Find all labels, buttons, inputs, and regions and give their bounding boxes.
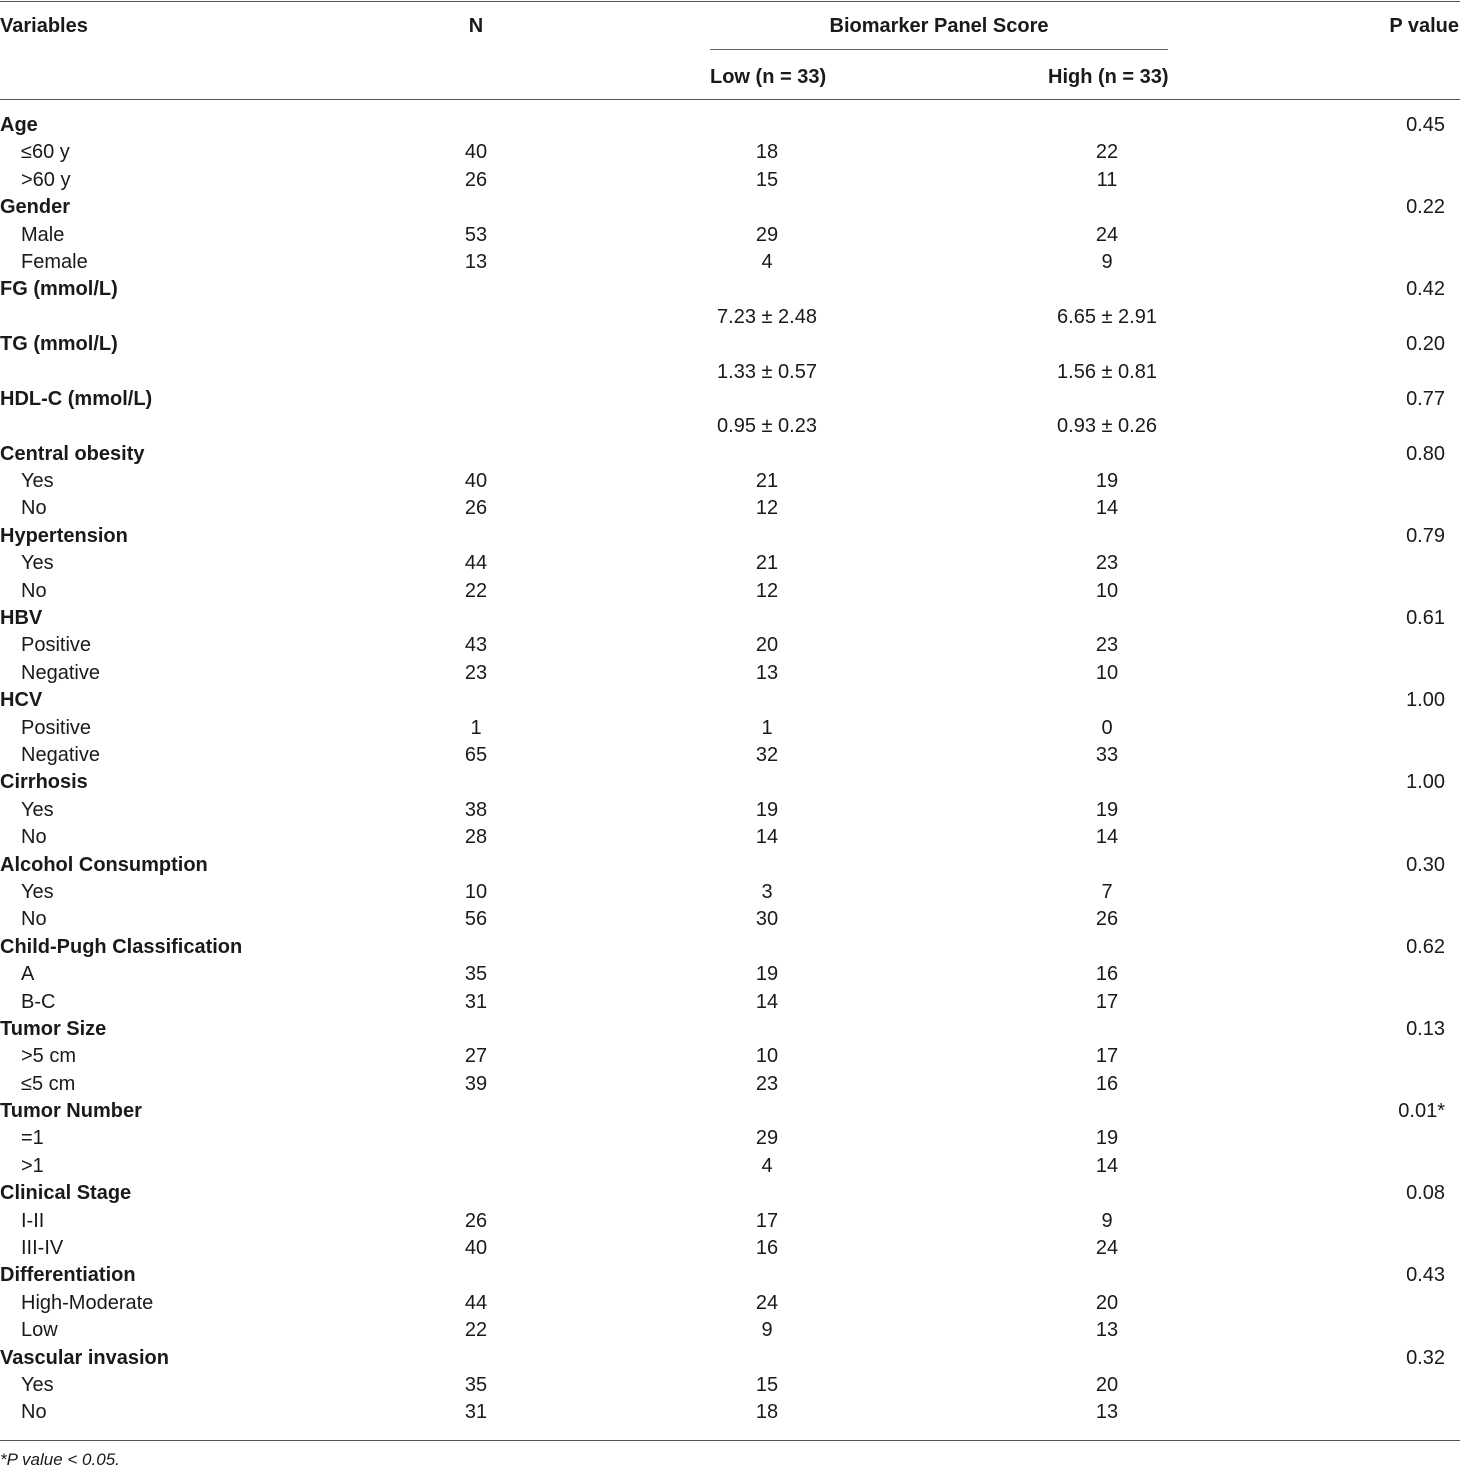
row-low: 12 [755,497,779,520]
row-high: 24 [1095,1237,1119,1260]
row-n: 38 [464,798,488,821]
row-n: 44 [464,552,488,575]
row-label: Yes [21,880,54,903]
table-row [0,578,1460,605]
row-p-value: 0.13 [1406,1017,1445,1040]
table-group-row [0,1345,1460,1372]
row-p-value: 0.80 [1406,442,1445,465]
row-label: I-II [21,1209,45,1232]
row-high: 11 [1096,168,1118,191]
row-label: Child-Pugh Classification [0,935,243,958]
row-label: Tumor Number [0,1100,142,1123]
row-high: 33 [1095,743,1119,766]
table-row [0,413,1460,440]
row-p-value: 0.43 [1406,1264,1445,1287]
row-label: Low [21,1319,58,1342]
row-high: 24 [1095,223,1119,246]
table-row [0,1317,1460,1344]
row-low: 24 [755,1291,779,1314]
table-row [0,495,1460,522]
row-low: 4 [761,250,773,273]
row-label: No [21,1401,47,1424]
row-low: 30 [755,908,779,931]
row-low: 19 [755,798,779,821]
table-row [0,1290,1460,1317]
row-high: 14 [1095,1154,1119,1177]
row-p-value: 0.42 [1406,278,1445,301]
row-high: 13 [1095,1319,1119,1342]
row-high: 0.93 ± 0.26 [1057,415,1157,438]
row-n: 26 [464,497,488,520]
row-low: 14 [755,990,779,1013]
row-label: Alcohol Consumption [0,853,208,876]
row-n: 23 [464,661,488,684]
table-group-row [0,276,1460,303]
row-p-value: 0.45 [1406,114,1445,136]
table-top-rule [0,1,1460,2]
row-high: 17 [1095,990,1119,1013]
row-low: 18 [755,141,779,164]
row-label: Yes [21,470,54,493]
row-label: Cirrhosis [0,771,88,794]
row-low: 1.33 ± 0.57 [717,360,817,383]
row-high: 19 [1095,470,1119,493]
row-low: 3 [761,880,773,903]
table-row [0,222,1460,249]
row-low: 14 [755,826,779,849]
row-label: No [21,579,47,602]
row-n: 10 [464,880,488,903]
row-p-value: 0.79 [1406,524,1445,547]
table-row [0,167,1460,194]
table-group-row [0,441,1460,468]
table-row [0,139,1460,166]
row-high: 17 [1095,1045,1119,1068]
row-n: 35 [464,963,488,986]
table-footnote: *P value < 0.05. [0,1450,120,1469]
row-low: 1 [761,716,773,739]
header-span-rule [710,49,1168,50]
row-label: B-C [21,990,56,1013]
row-low: 13 [755,661,779,684]
row-label: Gender [0,196,71,219]
row-p-value: 0.30 [1406,853,1445,876]
row-high: 10 [1095,579,1119,602]
row-high: 26 [1095,908,1119,931]
header-high: High (n = 33) [1048,66,1169,88]
row-n: 40 [464,470,488,493]
row-low: 0.95 ± 0.23 [717,415,817,438]
table-row [0,1399,1460,1426]
row-p-value: 0.20 [1406,333,1445,356]
table-row [0,632,1460,659]
row-label: Yes [21,552,54,575]
header-variables: Variables [0,15,88,37]
row-label: Negative [21,743,100,766]
row-n: 44 [464,1291,488,1314]
row-n: 22 [464,1319,488,1342]
row-label: HBV [0,607,43,630]
row-p-value: 0.61 [1406,607,1445,630]
table-row [0,824,1460,851]
table-group-row [0,605,1460,632]
table-row [0,249,1460,276]
table-group-row [0,1180,1460,1207]
row-high: 6.65 ± 2.91 [1057,305,1157,328]
row-n: 65 [464,743,488,766]
table-row [0,1043,1460,1070]
row-label: >5 cm [21,1045,77,1068]
table-row [0,742,1460,769]
row-label: Central obesity [0,442,145,465]
row-low: 15 [755,1373,779,1396]
row-label: HDL-C (mmol/L) [0,387,153,410]
row-low: 29 [755,223,779,246]
row-n: 40 [464,1237,488,1260]
row-low: 21 [755,470,779,493]
row-p-value: 0.32 [1406,1346,1445,1369]
row-high: 22 [1095,141,1119,164]
table-group-row [0,687,1460,714]
table-group-row [0,769,1460,796]
row-label: High-Moderate [21,1291,154,1314]
table-row [0,961,1460,988]
row-label: ≤5 cm [21,1072,76,1095]
row-low: 15 [755,168,779,191]
row-label: Positive [21,716,92,739]
row-label: III-IV [21,1237,64,1260]
row-low: 7.23 ± 2.48 [717,305,817,328]
row-label: Hypertension [0,524,128,547]
row-high: 9 [1101,250,1113,273]
row-high: 14 [1095,497,1119,520]
header-low: Low (n = 33) [710,66,827,88]
table-row [0,304,1460,331]
table-row [0,879,1460,906]
header-n: N [468,15,484,37]
row-low: 12 [755,579,779,602]
row-n: 35 [464,1373,488,1396]
row-label: Male [21,223,65,246]
table-row [0,1125,1460,1152]
table-row [0,715,1460,742]
row-high: 20 [1095,1373,1119,1396]
table-group-row [0,934,1460,961]
row-low: 16 [755,1237,779,1260]
table-group-row [0,112,1460,139]
table-row [0,1235,1460,1262]
row-n: 26 [464,168,488,191]
row-high: 1.56 ± 0.81 [1057,360,1157,383]
row-high: 23 [1095,634,1119,657]
table-row [0,906,1460,933]
table-group-row [0,523,1460,550]
row-low: 29 [755,1127,779,1150]
table-row [0,550,1460,577]
row-high: 13 [1095,1401,1119,1424]
row-p-value: 1.00 [1406,689,1445,712]
table-row [0,1208,1460,1235]
row-high: 10 [1095,661,1119,684]
table-row [0,797,1460,824]
row-label: HCV [0,689,43,712]
row-low: 19 [755,963,779,986]
row-p-value: 0.77 [1406,387,1445,410]
row-p-value: 0.01* [1398,1100,1445,1123]
header-p-value: P value [1389,15,1459,37]
row-label: No [21,826,47,849]
row-low: 32 [755,743,779,766]
row-label: Yes [21,798,54,821]
row-label: Age [0,114,38,136]
row-label: No [21,908,47,931]
row-high: 16 [1095,963,1119,986]
row-label: Vascular invasion [0,1346,169,1369]
row-high: 19 [1095,798,1119,821]
row-label: >60 y [21,168,71,191]
row-n: 53 [464,223,488,246]
table-group-row [0,1262,1460,1289]
table-group-row [0,852,1460,879]
row-n: 13 [464,250,488,273]
row-label: FG (mmol/L) [0,278,118,301]
row-p-value: 0.22 [1406,196,1445,219]
table-bottom-rule [0,1440,1460,1441]
row-low: 9 [761,1319,773,1342]
row-label: Positive [21,634,92,657]
row-label: Differentiation [0,1264,136,1287]
row-n: 43 [464,634,488,657]
table-header-rule [0,99,1460,100]
row-low: 20 [755,634,779,657]
row-n: 39 [464,1072,488,1095]
row-n: 40 [464,141,488,164]
row-high: 16 [1095,1072,1119,1095]
row-label: >1 [21,1154,44,1177]
row-label: Female [21,250,88,273]
row-n: 31 [464,1401,488,1424]
row-label: Negative [21,661,100,684]
row-p-value: 0.62 [1406,935,1445,958]
row-label: A [21,963,35,986]
row-n: 31 [464,990,488,1013]
row-label: ≤60 y [21,141,70,164]
row-label: TG (mmol/L) [0,333,118,356]
header-biomarker-panel-score: Biomarker Panel Score [829,15,1049,37]
row-p-value: 1.00 [1406,771,1445,794]
table-group-row [0,331,1460,358]
table-group-row [0,1098,1460,1125]
row-label: Clinical Stage [0,1182,132,1205]
table-row [0,1372,1460,1399]
row-label: Yes [21,1373,54,1396]
table-group-row [0,1016,1460,1043]
row-n: 56 [464,908,488,931]
row-n: 26 [464,1209,488,1232]
row-high: 14 [1095,826,1119,849]
table-body [0,112,1460,1427]
row-n: 22 [464,579,488,602]
row-p-value: 0.08 [1406,1182,1445,1205]
row-label: =1 [21,1127,44,1150]
table-row [0,468,1460,495]
row-label: Tumor Size [0,1017,107,1040]
table-row [0,660,1460,687]
row-low: 18 [755,1401,779,1424]
row-label: No [21,497,47,520]
row-high: 23 [1095,552,1119,575]
row-high: 7 [1101,880,1113,903]
row-low: 23 [755,1072,779,1095]
table-row [0,359,1460,386]
row-n: 27 [464,1045,488,1068]
row-low: 10 [755,1045,779,1068]
table-row [0,1071,1460,1098]
table-row [0,989,1460,1016]
row-low: 17 [755,1209,779,1232]
table-group-row [0,386,1460,413]
row-high: 19 [1095,1127,1119,1150]
table-row [0,1153,1460,1180]
row-n: 28 [464,826,488,849]
row-low: 4 [761,1154,773,1177]
row-n: 1 [470,716,482,739]
row-high: 9 [1101,1209,1113,1232]
row-high: 0 [1101,716,1113,739]
table-group-row [0,194,1460,221]
row-high: 20 [1095,1291,1119,1314]
row-low: 21 [755,552,779,575]
